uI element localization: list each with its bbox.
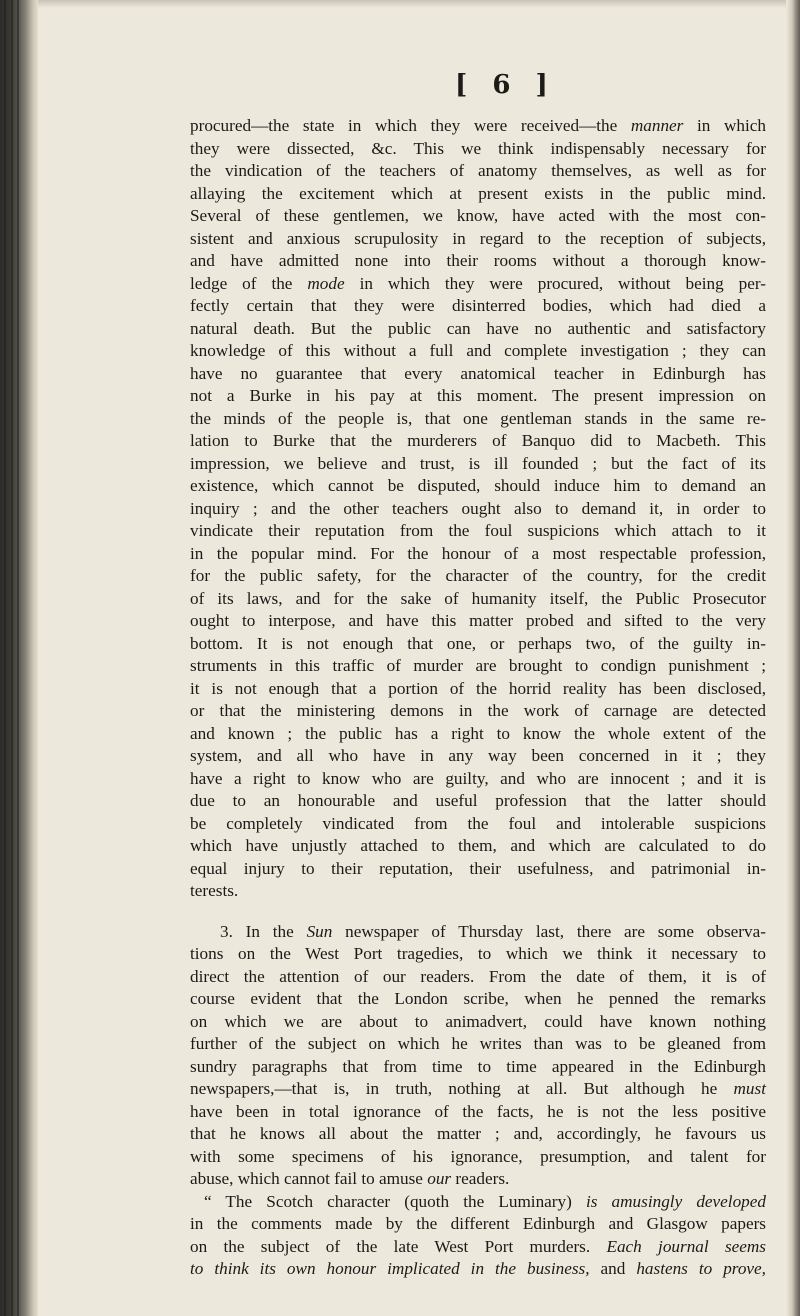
text-line: direct the attention of our readers. From the date of them, it is of bbox=[190, 966, 766, 986]
text-line: the minds of the people is, that one gentleman stands in the same re- bbox=[190, 408, 766, 428]
text-line: fectly certain that they were disinterred bodies, which had died a bbox=[190, 296, 766, 315]
text-line: due to an honourable and useful profession that the latter should bbox=[190, 791, 766, 810]
text-line: ought to interpose, and have this matter probed and sifted to the very bbox=[190, 611, 766, 630]
text-line: or that the ministering demons in the work of carnage are detected bbox=[190, 701, 766, 720]
text-line: equal injury to their reputation, their usefulness, and patrimonial in- bbox=[190, 858, 766, 878]
text-line: course evident that the London scribe, when he penned the remarks bbox=[190, 989, 766, 1008]
text-line: they were dissected, &c. This we think indispensably necessary for bbox=[190, 138, 766, 158]
text-line: “ The Scotch character (quoth the Luminary) is amusingly developed bbox=[204, 1191, 766, 1211]
text-line: impression, we believe and trust, is ill founded ; but the fact of its bbox=[190, 453, 766, 473]
text-line: inquiry ; and the other teachers ought also to demand it, in order to bbox=[190, 498, 766, 518]
text-line: struments in this traffic of murder are brought to condign punishment ; bbox=[190, 656, 766, 675]
paragraph-2 bbox=[190, 921, 766, 1191]
text-line: with some specimens of his ignorance, presumption, and talent for bbox=[190, 1146, 766, 1166]
text-line: lation to Burke that the murderers of Banquo did to Macbeth. This bbox=[190, 431, 766, 450]
text-line: abuse, which cannot fail to amuse our readers. bbox=[190, 1169, 510, 1188]
spine-stripe bbox=[11, 0, 13, 1316]
text-line: not a Burke in his pay at this moment. The present impression on bbox=[190, 386, 766, 405]
text-line: procured—the state in which they were received—the manner in which bbox=[190, 116, 766, 135]
paragraph-1 bbox=[190, 115, 766, 903]
text-line: be completely vindicated from the foul and intolerable suspicions bbox=[190, 813, 766, 833]
text-line: system, and all who have in any way been concerned in it ; they bbox=[190, 746, 766, 765]
text-line: that he knows all about the matter ; and, accordingly, he favours us bbox=[190, 1124, 766, 1143]
page-number: [ 6 ] bbox=[455, 70, 556, 100]
text-line: vindicate their reputation from the foul suspicions which attach to it bbox=[190, 521, 766, 540]
text-line: and have admitted none into their rooms without a thorough know- bbox=[190, 251, 766, 270]
text-line: terests. bbox=[190, 881, 239, 900]
text-line: knowledge of this without a full and complete investigation ; they can bbox=[190, 341, 766, 360]
page-right-edge bbox=[786, 0, 800, 1316]
text-line: natural death. But the public can have no authentic and satisfactory bbox=[190, 318, 766, 338]
text-line: newspapers,—that is, in truth, nothing at all. But although he must bbox=[190, 1079, 766, 1098]
text-line: in the comments made by the different Edinburgh and Glasgow papers bbox=[190, 1214, 766, 1233]
text-line: allaying the excitement which at present exists in the public mind. bbox=[190, 183, 766, 203]
text-line: have no guarantee that every anatomical teacher in Edinburgh has bbox=[190, 363, 766, 383]
paragraph-gap bbox=[190, 903, 766, 921]
text-line: in the popular mind. For the honour of a most respectable profession, bbox=[190, 543, 766, 563]
page-top-edge bbox=[38, 0, 786, 8]
text-line: sundry paragraphs that from time to time appeared in the Edinburgh bbox=[190, 1056, 766, 1076]
text-line: which have unjustly attached to them, and which are calculated to do bbox=[190, 836, 766, 855]
text-line: on which we are about to animadvert, could have known nothing bbox=[190, 1011, 766, 1031]
text-line: on the subject of the late West Port murders. Each journal seems bbox=[190, 1236, 766, 1256]
text-line: ledge of the mode in which they were procured, without being per- bbox=[190, 273, 766, 293]
text-line: have a right to know who are guilty, and who are innocent ; and it is bbox=[190, 768, 766, 788]
text-line: have been in total ignorance of the facts, he is not the less positive bbox=[190, 1101, 766, 1121]
text-line: it is not enough that a portion of the horrid reality has been disclosed, bbox=[190, 678, 766, 698]
text-line: Several of these gentlemen, we know, have acted with the most con- bbox=[190, 206, 766, 225]
quote-paragraph bbox=[190, 1191, 766, 1281]
spine-stripe bbox=[17, 0, 19, 1316]
text-line: tions on the West Port tragedies, to which we think it necessary to bbox=[190, 944, 766, 963]
text-line: bottom. It is not enough that one, or perhaps two, of the guilty in- bbox=[190, 633, 766, 653]
body-text bbox=[190, 115, 766, 1281]
text-line: sistent and anxious scrupulosity in regard to the reception of subjects, bbox=[190, 228, 766, 248]
text-line: of its laws, and for the sake of humanity itself, the Public Prosecutor bbox=[190, 588, 766, 608]
spine-stripe bbox=[4, 0, 6, 1316]
text-line: the vindication of the teachers of anatomy themselves, as well as for bbox=[190, 161, 766, 180]
book-spine-shadow bbox=[0, 0, 38, 1316]
text-line: further of the subject on which he writes than was to be gleaned from bbox=[190, 1034, 766, 1053]
text-line: existence, which cannot be disputed, should induce him to demand an bbox=[190, 476, 766, 495]
text-line: and known ; the public has a right to know the whole extent of the bbox=[190, 723, 766, 743]
text-line: to think its own honour implicated in the business, and hastens to prove, bbox=[190, 1259, 766, 1278]
text-line: for the public safety, for the character of the country, for the credit bbox=[190, 566, 766, 585]
text-line: 3. In the Sun newspaper of Thursday last, there are some observa- bbox=[220, 921, 766, 941]
